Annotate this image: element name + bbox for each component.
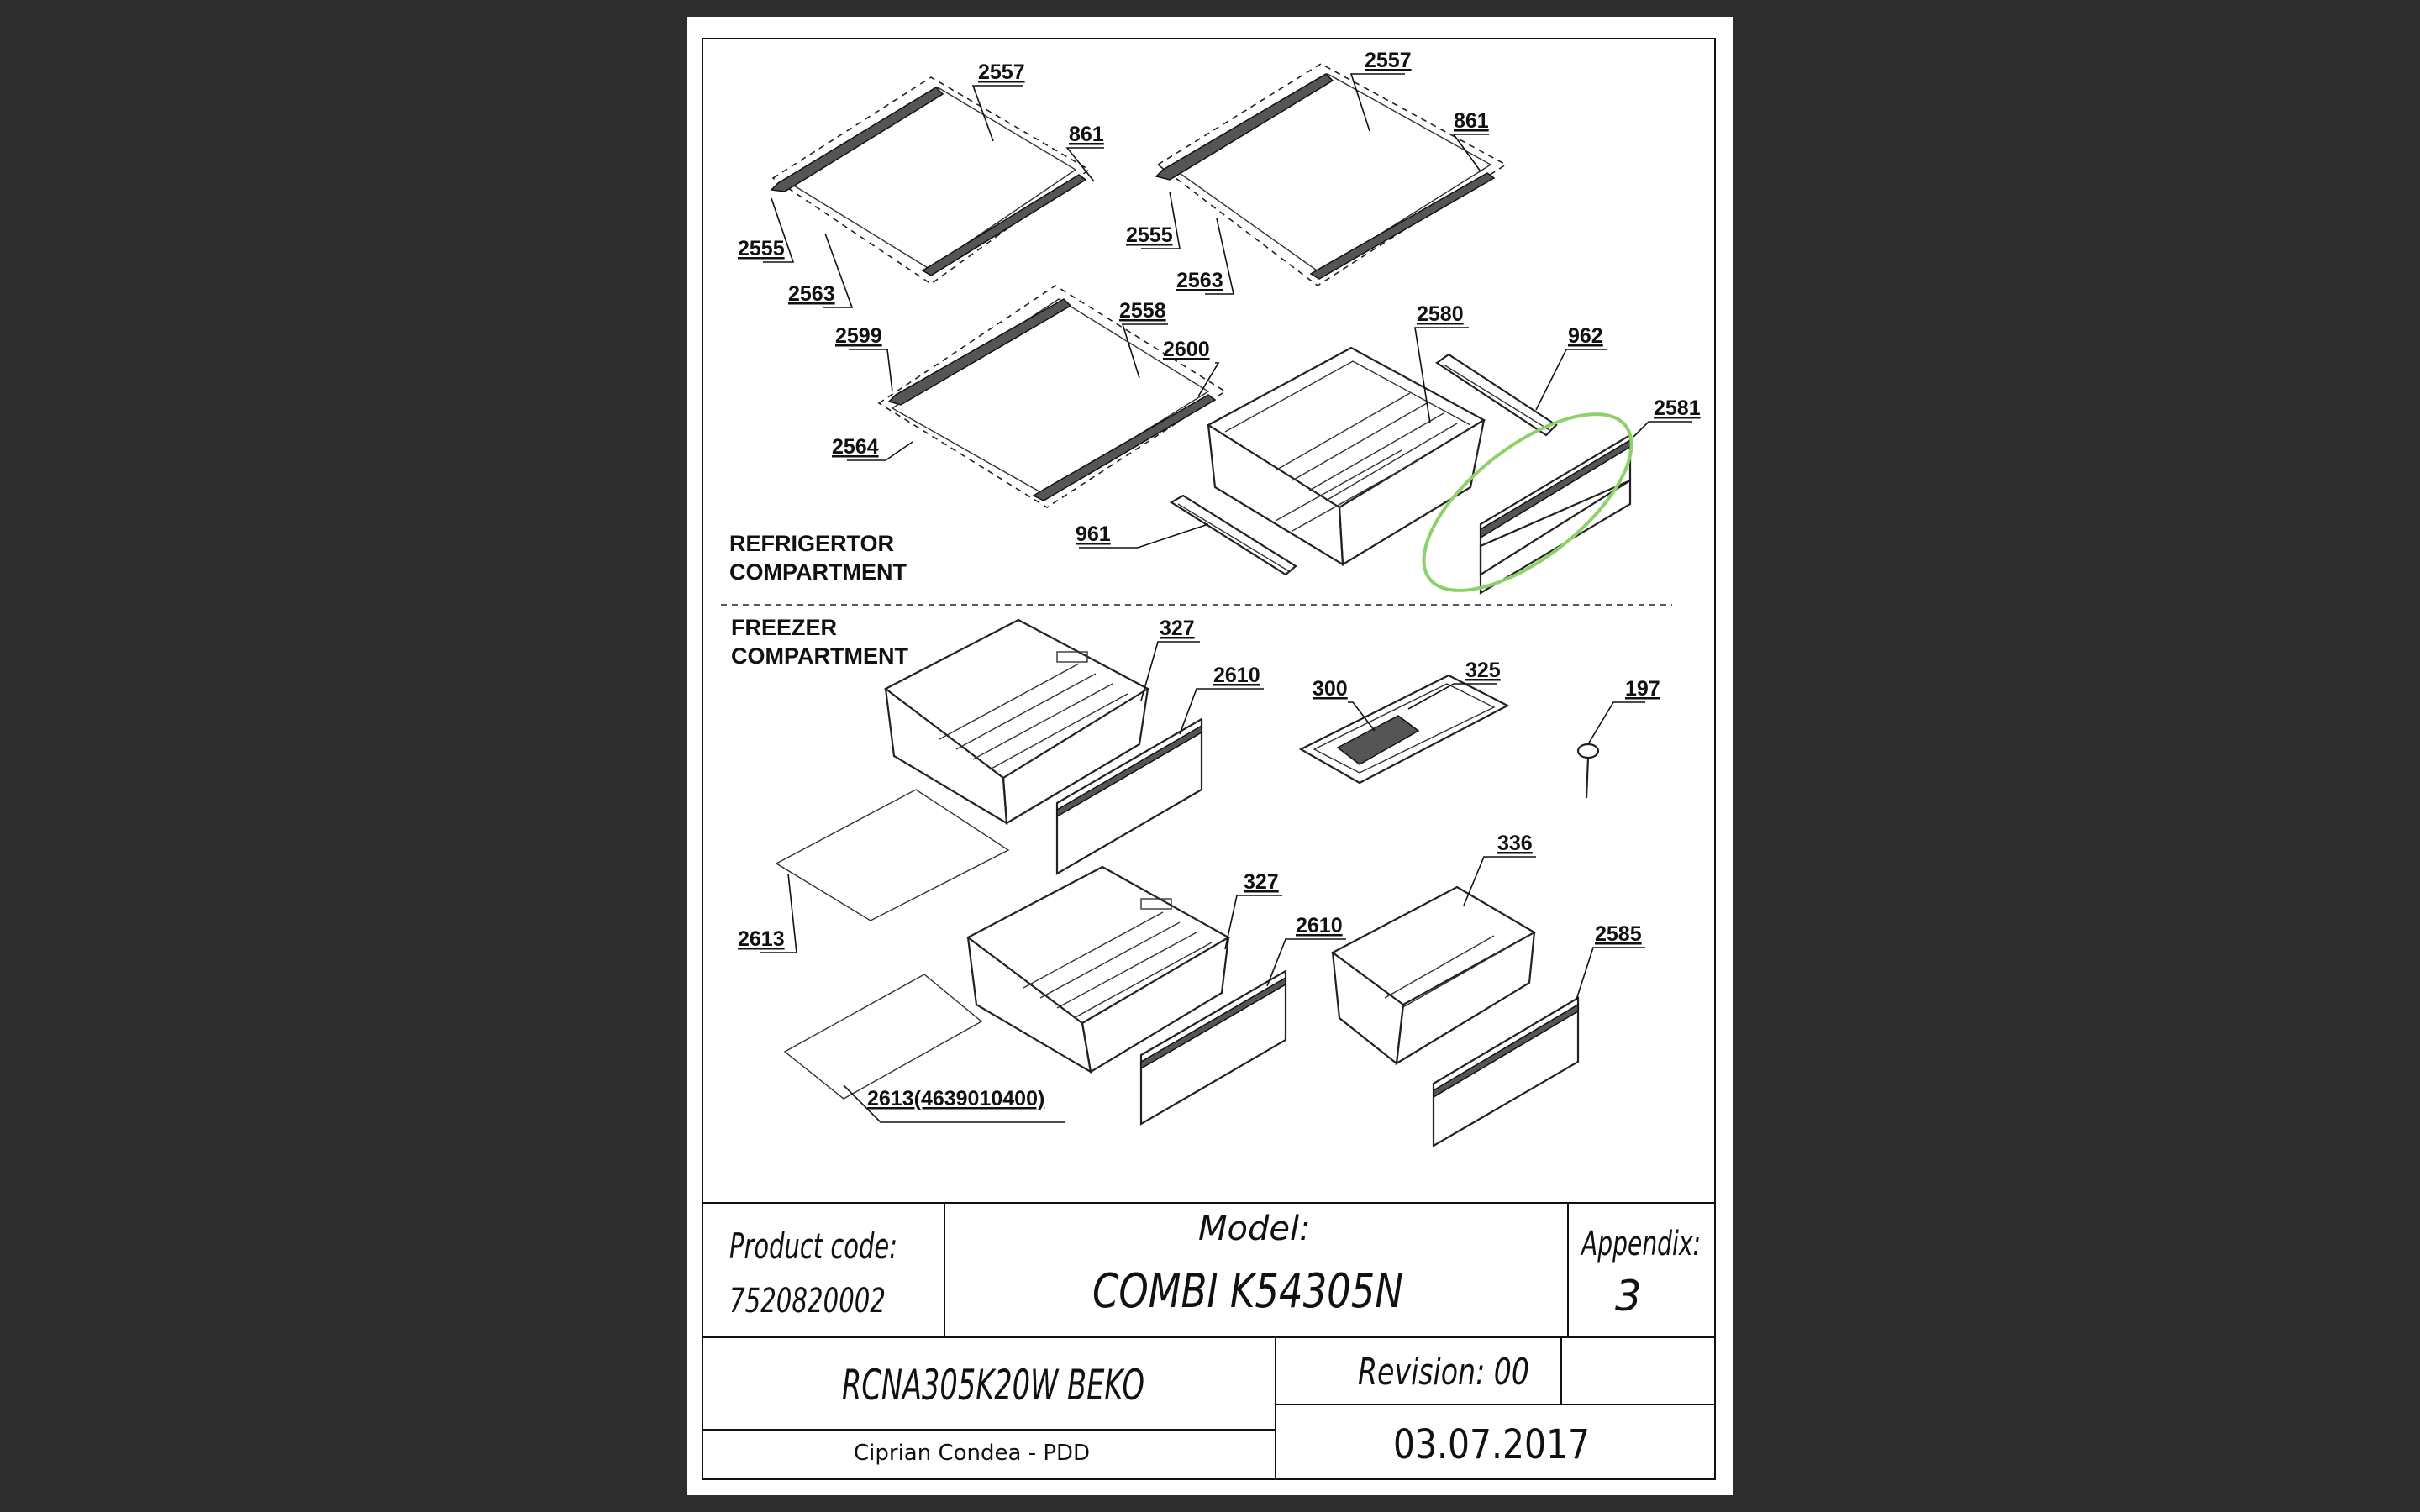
product-code-value: 7520820002 (729, 1282, 886, 1320)
parts-diagram (687, 17, 1733, 1495)
label-2564: 2564 (832, 435, 879, 459)
date: 03.07.2017 (1393, 1421, 1590, 1468)
label-2610-b: 2610 (1296, 914, 1343, 937)
label-2613-b: 2613(4639010400) (867, 1087, 1045, 1110)
product-code-label: Product code: (729, 1226, 897, 1267)
label-300: 300 (1313, 677, 1348, 701)
freezer-glass-shelf-upper (776, 790, 1008, 921)
refrigerator-section-title-2: COMPARTMENT (729, 559, 907, 585)
appendix-label: Appendix: (1579, 1225, 1701, 1263)
label-2557-b: 2557 (1365, 49, 1412, 72)
freezer-section-title-2: COMPARTMENT (731, 643, 908, 669)
label-197: 197 (1625, 677, 1660, 701)
drawing-sheet (687, 17, 1733, 1495)
label-327-b: 327 (1244, 870, 1279, 894)
label-861-a: 861 (1069, 123, 1104, 146)
drawer-rail-right (1437, 354, 1556, 435)
drawer-rail-left (1171, 496, 1296, 575)
label-962: 962 (1568, 324, 1603, 348)
freezer-front-middle (1141, 971, 1286, 1124)
freezer-glass-shelf-lower (785, 974, 981, 1099)
key-part (1578, 744, 1598, 798)
model-label: Model: (1198, 1210, 1311, 1248)
label-2563-b: 2563 (1176, 269, 1223, 292)
label-2558: 2558 (1119, 299, 1166, 323)
variant-name: RCNA305K20W BEKO (842, 1361, 1144, 1410)
appendix-value: 3 (1615, 1272, 1642, 1320)
label-336: 336 (1497, 832, 1533, 855)
model-value: COMBI K54305N (1092, 1264, 1403, 1319)
label-2600: 2600 (1163, 338, 1210, 361)
glass-shelf-top-right (1156, 64, 1506, 286)
label-2599: 2599 (835, 324, 882, 348)
refrigerator-section-title-1: REFRIGERTOR (729, 531, 895, 556)
label-327-a: 327 (1160, 617, 1195, 640)
label-2610-a: 2610 (1213, 664, 1260, 687)
author: Ciprian Condea - PDD (854, 1441, 1091, 1466)
label-2555-b: 2555 (1126, 223, 1173, 247)
label-2585: 2585 (1595, 922, 1642, 946)
label-2613-a: 2613 (738, 927, 785, 951)
glass-shelf-top-left (771, 77, 1089, 284)
label-861-b: 861 (1454, 109, 1489, 133)
glass-shelf-middle (879, 286, 1225, 507)
freezer-section-title-1: FREEZER (731, 615, 838, 640)
label-961: 961 (1076, 522, 1111, 546)
freezer-front-upper (1057, 719, 1202, 874)
crisper-drawer (1208, 348, 1484, 564)
label-2557-a: 2557 (978, 60, 1025, 84)
label-2580: 2580 (1417, 302, 1464, 326)
crisper-front-cover (1481, 435, 1630, 593)
freezer-drawer-upper (886, 620, 1148, 823)
label-2581: 2581 (1654, 396, 1701, 420)
label-2555-a: 2555 (738, 237, 785, 260)
freezer-front-small (1434, 998, 1578, 1146)
label-325: 325 (1465, 659, 1501, 682)
label-2563-a: 2563 (788, 282, 835, 306)
freezer-drawer-small (1333, 887, 1534, 1063)
revision: Revision: 00 (1358, 1351, 1529, 1394)
